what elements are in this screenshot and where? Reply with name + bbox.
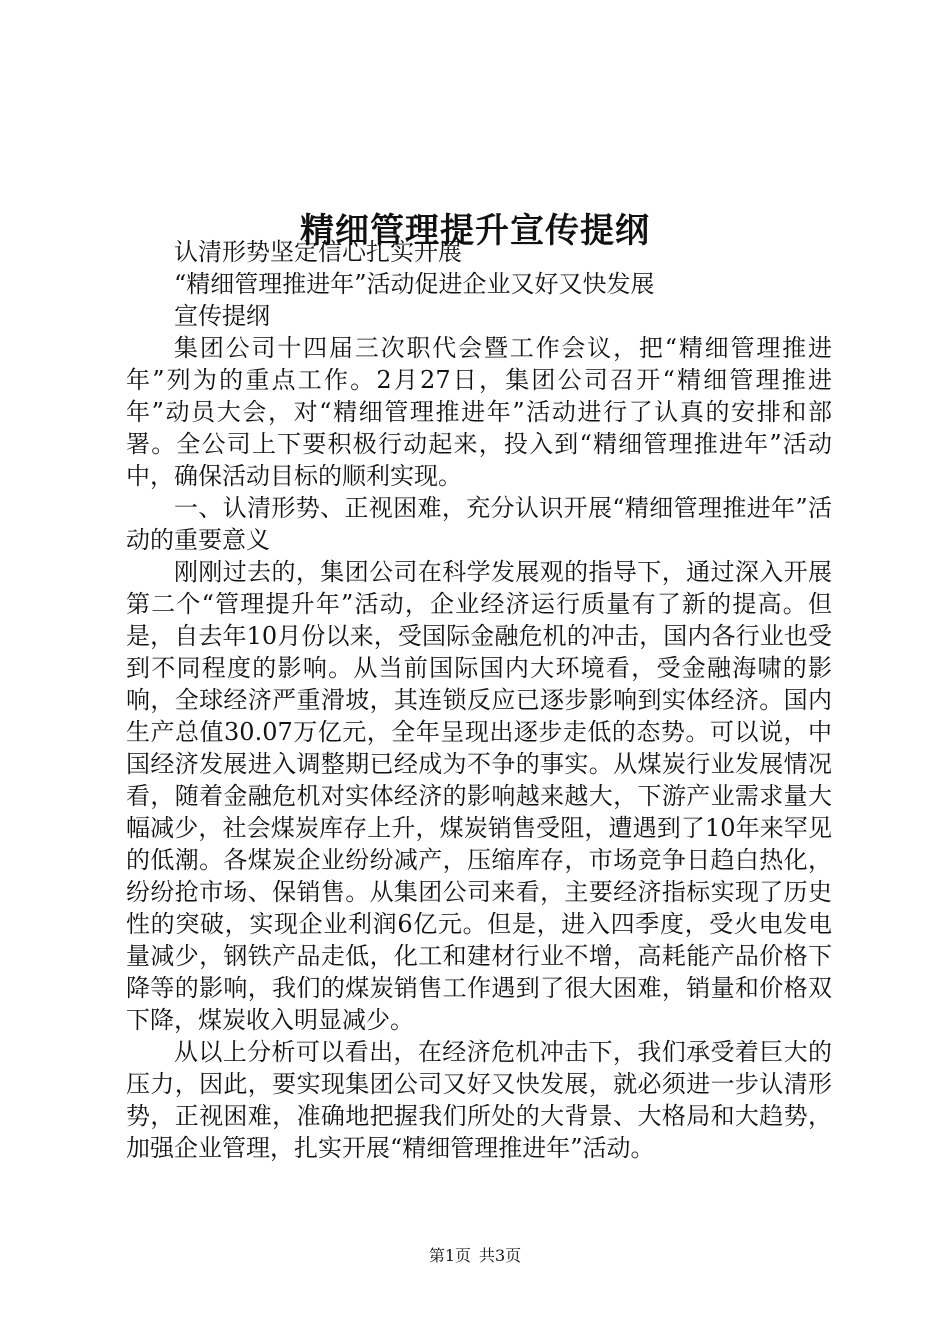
subtitle-line-1: 认清形势坚定信心扎实开展	[174, 238, 462, 266]
section-heading-1: 一、认清形势、正视困难，充分认识开展“精细管理推进年”活动的重要意义	[126, 494, 832, 554]
subtitle-line-2: “精细管理推进年”活动促进企业又好又快发展	[174, 270, 655, 298]
body-paragraph-conclusion: 从以上分析可以看出，在经济危机冲击下，我们承受着巨大的压力，因此，要实现集团公司又好又快发展，就必须进一步认清形势，正视困难，准确地把握我们所处的大背景、大格局和大趋势，加强企业管理，扎实开展“精细管理推进年”活动。	[126, 1038, 832, 1162]
body-paragraph-situation: 刚刚过去的，集团公司在科学发展观的指导下，通过深入开展第二个“管理提升年”活动，企业经济运行质量有了新的提高。但是，自去年10月份以来，受国际金融危机的冲击，国内各行业也受到不同程度的影响。从当前国际国内大环境看，受金融海啸的影响，全球经济严重滑坡，其连锁反应已逐步影响到实体经济。国内生产总值30.07万亿元，全年呈现出逐步走低的态势。可以说，中国经济发展进入调整期已经成为不争的事实。从煤炭行业发展情况看，随着金融危机对实体经济的影响越来越大，下游产业需求量大幅减少，社会煤炭库存上升，煤炭销售受阻，遭遇到了10年来罕见的低潮。各煤炭企业纷纷减产，压缩库存，市场竞争日趋白热化，纷纷抢市场、保销售。从集团公司来看，主要经济指标实现了历史性的突破，实现企业利润6亿元。但是，进入四季度，受火电发电量减少，钢铁产品走低，化工和建材行业不增，高耗能产品价格下降等的影响，我们的煤炭销售工作遇到了很大困难，销量和价格双下降，煤炭收入明显减少。	[126, 558, 832, 1034]
intro-paragraph: 集团公司十四届三次职代会暨工作会议，把“精细管理推进年”列为的重点工作。2月27日，集团公司召开“精细管理推进年”动员大会，对“精细管理推进年”活动进行了认真的安排和部署。全公司上下要积极行动起来，投入到“精细管理推进年”活动中，确保活动目标的顺利实现。	[126, 334, 832, 490]
page-number: 第1页	[428, 1246, 471, 1265]
document-title: 精细管理提升宣传提纲	[300, 210, 650, 251]
page-total: 共3页	[479, 1246, 522, 1265]
page-footer	[0, 1245, 950, 1267]
subtitle-line-3: 宣传提纲	[174, 302, 270, 330]
document-body	[126, 236, 832, 1164]
